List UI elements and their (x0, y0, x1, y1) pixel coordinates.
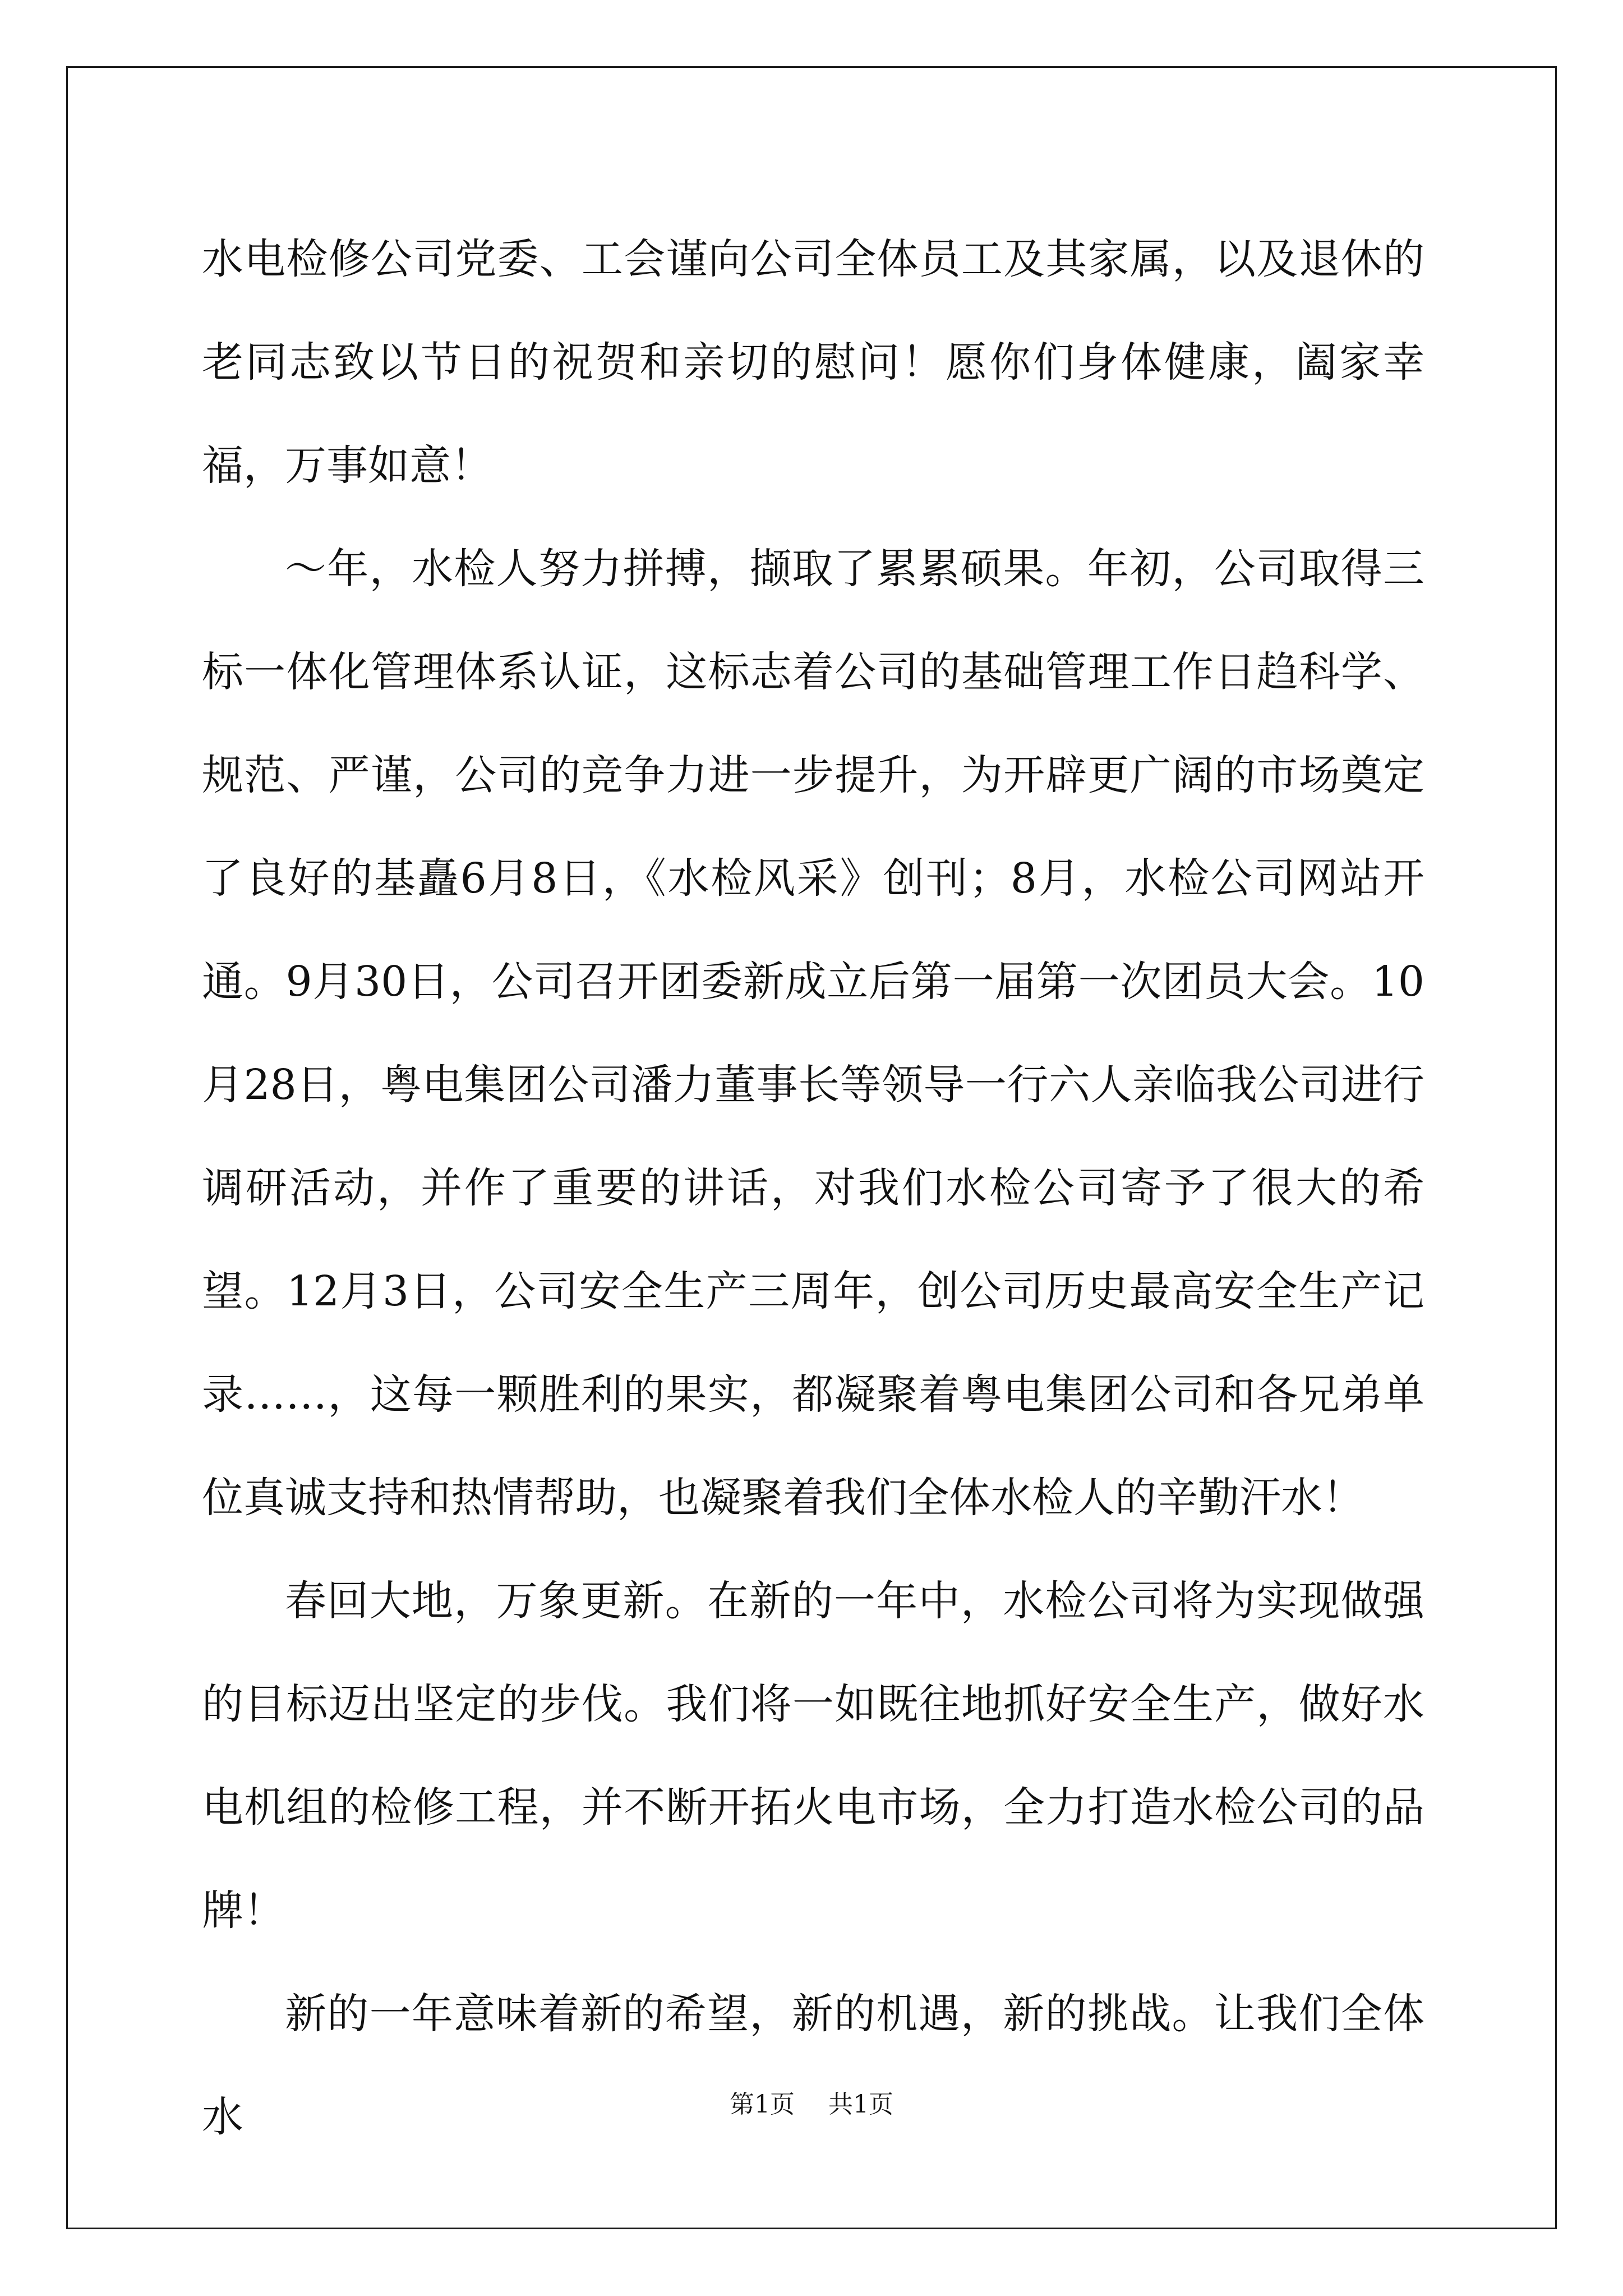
paragraph-new-year-goals: 春回大地，万象更新。在新的一年中，水检公司将为实现做强的目标迈出坚定的步伐。我们将一如既往地抓好安全生产，做好水电机组的检修工程，并不断开拓火电市场，全力打造水检公司的品牌！ (202, 1577, 1424, 1935)
paragraph-achievements: ～年，水检人努力拼搏，撷取了累累硕果。年初，公司取得三标一体化管理体系认证，这标志着公司的基础管理工作日趋科学、规范、严谨，公司的竞争力进一步提升，为开辟更广阔的市场奠定了良好的基矗6月8日，《水检风采》创刊；8月，水检公司网站开通。9月30日，公司召开团委新成立后第一届第一次团员大会。10月28日，粤电集团公司潘力董事长等领导一行六人亲临我公司进行调研活动，并作了重要的讲话，对我们水检公司寄予了很大的希望。12月3日，公司安全生产三周年，创公司历史最高安全生产记录……，这每一颗胜利的果实，都凝聚着粤电集团公司和各兄弟单位真诚支持和热情帮助，也凝聚着我们全体水检人的辛勤汗水！ (202, 545, 1424, 1522)
page-number-total: 共1页 (828, 2090, 893, 2119)
page-number-current: 第1页 (730, 2090, 795, 2119)
paragraph-closing: 新的一年意味着新的希望，新的机遇，新的挑战。让我们全体水 (202, 1990, 1424, 2141)
document-body (202, 208, 1424, 2169)
paragraph-greeting: 水电检修公司党委、工会谨向公司全体员工及其家属，以及退休的老同志致以节日的祝贺和亲切的慰问！愿你们身体健康，阖家幸福，万事如意！ (202, 235, 1424, 490)
page-footer (0, 2088, 1623, 2122)
